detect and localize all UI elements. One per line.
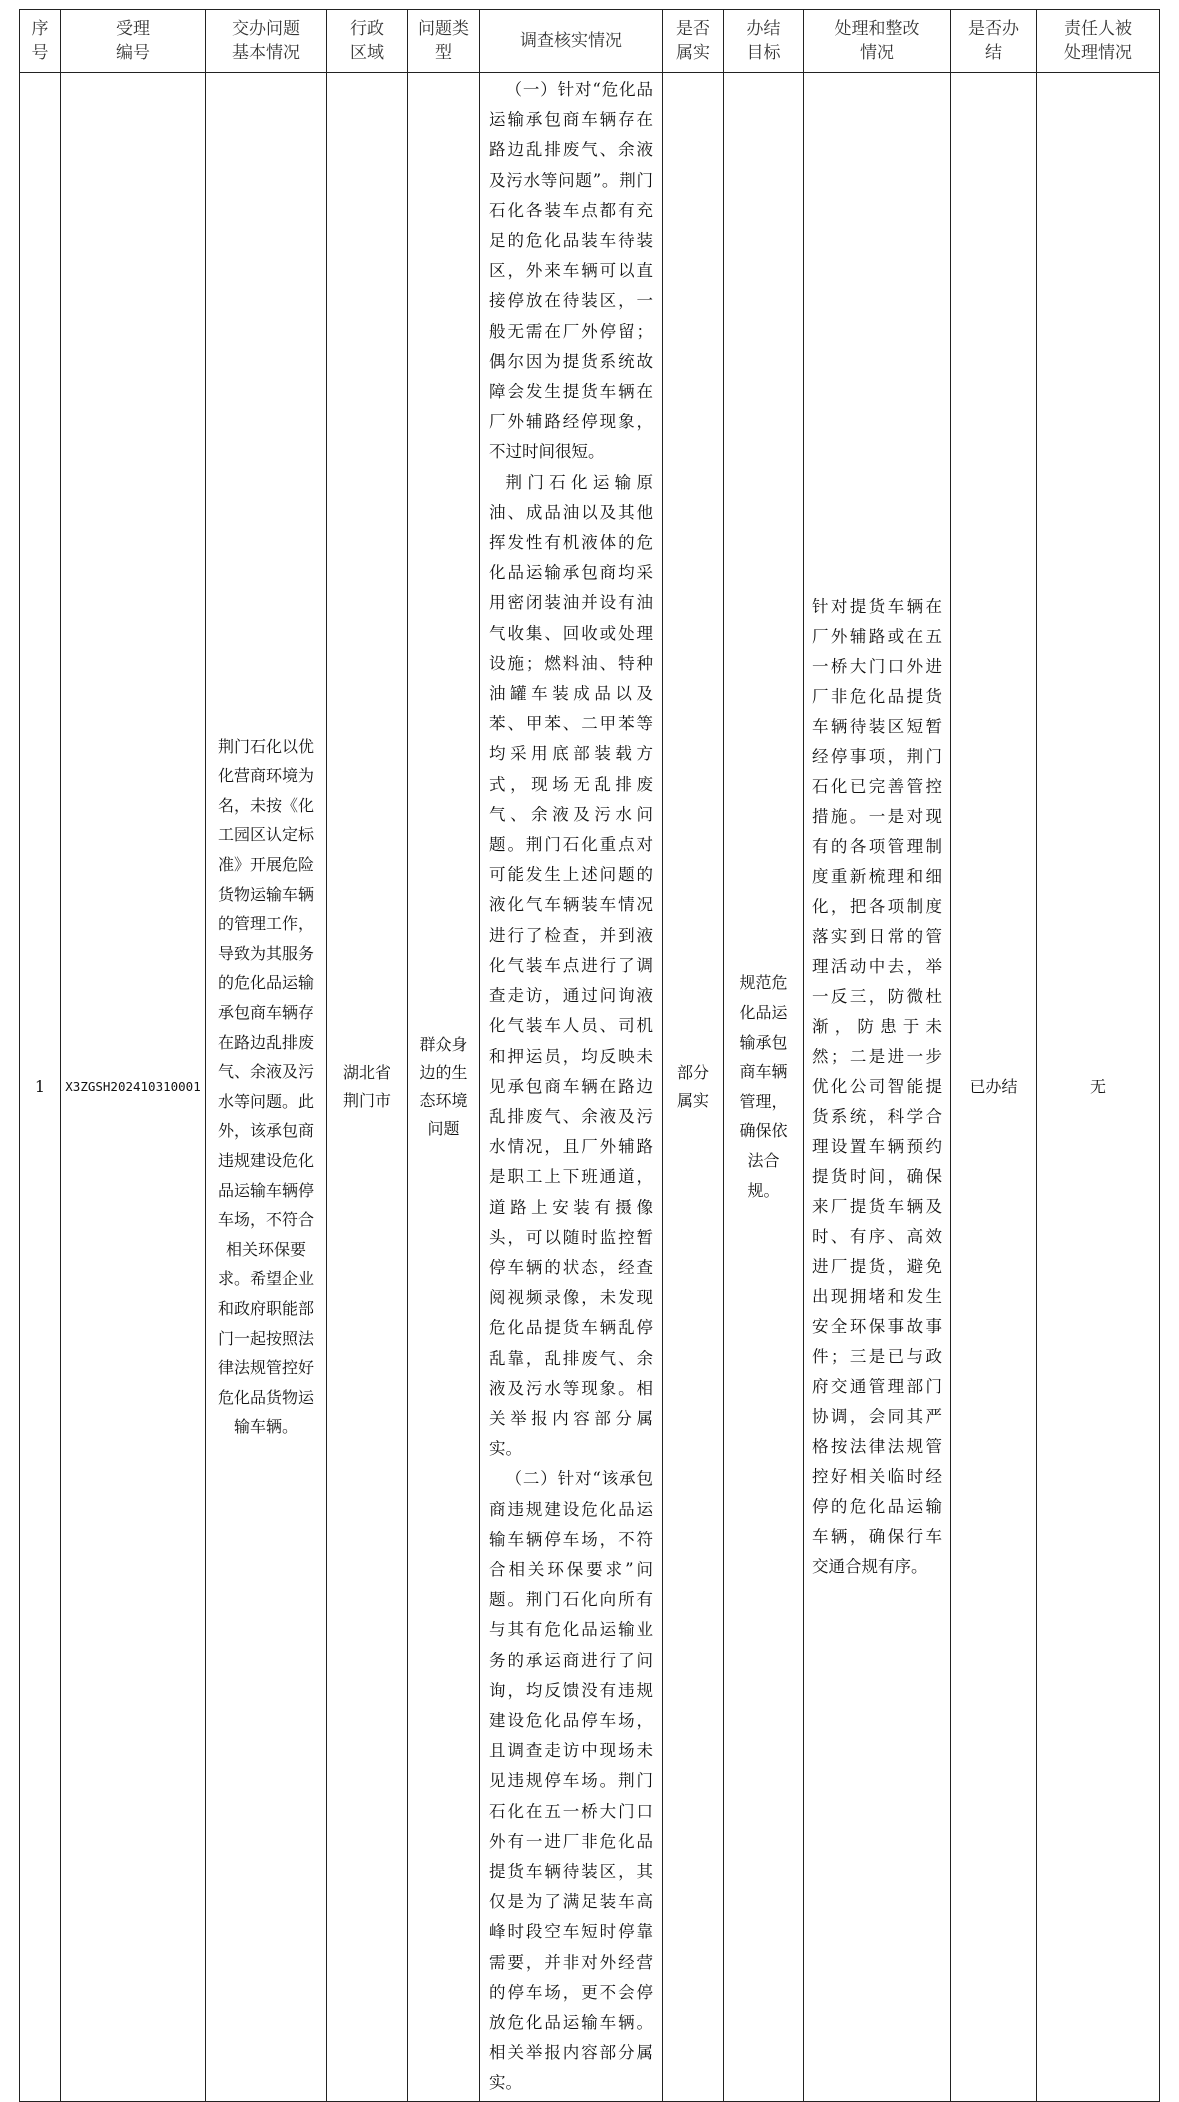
header-case-no: 受理 编号 <box>61 10 206 73</box>
investigation-para-1: （一）针对“危化品运输承包商车辆存在路边乱排废气、余液及污水等问题”。荆门石化各装车点都有充足的危化品装车待装区，外来车辆可以直接停放在待装区，一般无需在厂外停留；偶尔因为提货系统故障会发生提货车辆在厂外辅路经停现象，不过时间很短。 <box>489 80 653 462</box>
header-row <box>20 10 1160 73</box>
investigation-para-3: （二）针对“该承包商违规建设危化品运输车辆停车场，不符合相关环保要求”问题。荆门石化向所有与其有危化品运输业务的承运商进行了问询，均反馈没有违规建设危化品停车场，且调查走访中现场未见违规停车场。荆门石化在五一桥大门口外有一进厂非危化品提货车辆待装区，其仅是为了满足装车高峰时段空车短时停靠需要，并非对外经营的停车场，更不会停放危化品运输车辆。相关举报内容部分属实。 <box>489 1469 653 2093</box>
cell-goal: 规范危化品运输承包商车辆管理，确保依法合规。 <box>724 73 804 2102</box>
cell-verified: 部分属实 <box>663 73 724 2102</box>
investigation-text <box>480 73 662 2101</box>
header-basic: 交办问题 基本情况 <box>206 10 327 73</box>
cell-closed: 已办结 <box>951 73 1037 2102</box>
header-responsible: 责任人被 处理情况 <box>1037 10 1160 73</box>
header-seq: 序 号 <box>20 10 61 73</box>
cell-type: 群众身边的生态环境问题 <box>408 73 480 2102</box>
table-row <box>20 73 1160 2102</box>
header-handling: 处理和整改 情况 <box>804 10 951 73</box>
header-investigation: 调查核实情况 <box>480 10 663 73</box>
cell-case-no: X3ZGSH202410310001 <box>61 73 206 2102</box>
cell-responsible: 无 <box>1037 73 1160 2102</box>
header-goal: 办结 目标 <box>724 10 804 73</box>
header-closed: 是否办 结 <box>951 10 1037 73</box>
cell-basic: 荆门石化以优化营商环境为名，未按《化工园区认定标准》开展危险货物运输车辆的管理工作，导致为其服务的危化品运输承包商车辆存在路边乱排废气、余液及污水等问题。此外，该承包商违规建设危化品运输车辆停车场，不符合相关环保要求。希望企业和政府职能部门一起按照法律法规管控好危化品货物运输车辆。 <box>206 73 327 2102</box>
cell-handling: 针对提货车辆在厂外辅路或在五一桥大门口外进厂非危化品提货车辆待装区短暂经停事项，荆门石化已完善管控措施。一是对现有的各项管理制度重新梳理和细化，把各项制度落实到日常的管理活动中去，举一反三，防微杜渐，防患于未然；二是进一步优化公司智能提货系统，科学合理设置车辆预约提货时间，确保来厂提货车辆及时、有序、高效进厂提货，避免出现拥堵和发生安全环保事故事件；三是已与政府交通管理部门协调，会同其严格按法律法规管控好相关临时经停的危化品运输车辆，确保行车交通合规有序。 <box>804 73 951 2102</box>
case-table-sheet <box>19 9 1159 2093</box>
header-verified: 是否 属实 <box>663 10 724 73</box>
investigation-para-2: 荆门石化运输原油、成品油以及其他挥发性有机液体的危化品运输承包商均采用密闭装油并设有油气收集、回收或处理设施；燃料油、特种油罐车装成品以及苯、甲苯、二甲苯等均采用底部装载方式，现场无乱排废气、余液及污水问题。荆门石化重点对可能发生上述问题的液化气车辆装车情况进行了检查，并到液化气装车点进行了调查走访，通过问询液化气装车人员、司机和押运员，均反映未见承包商车辆在路边乱排废气、余液及污水情况，且厂外辅路是职工上下班通道，道路上安装有摄像头，可以随时监控暂停车辆的状态，经查阅视频录像，未发现危化品提货车辆乱停乱靠，乱排废气、余液及污水等现象。相关举报内容部分属实。 <box>489 472 653 1459</box>
cell-seq: 1 <box>20 73 61 2102</box>
cell-region: 湖北省荆门市 <box>327 73 408 2102</box>
header-type: 问题类 型 <box>408 10 480 73</box>
cell-investigation <box>480 73 663 2102</box>
header-region: 行政 区域 <box>327 10 408 73</box>
case-table <box>19 9 1160 2102</box>
